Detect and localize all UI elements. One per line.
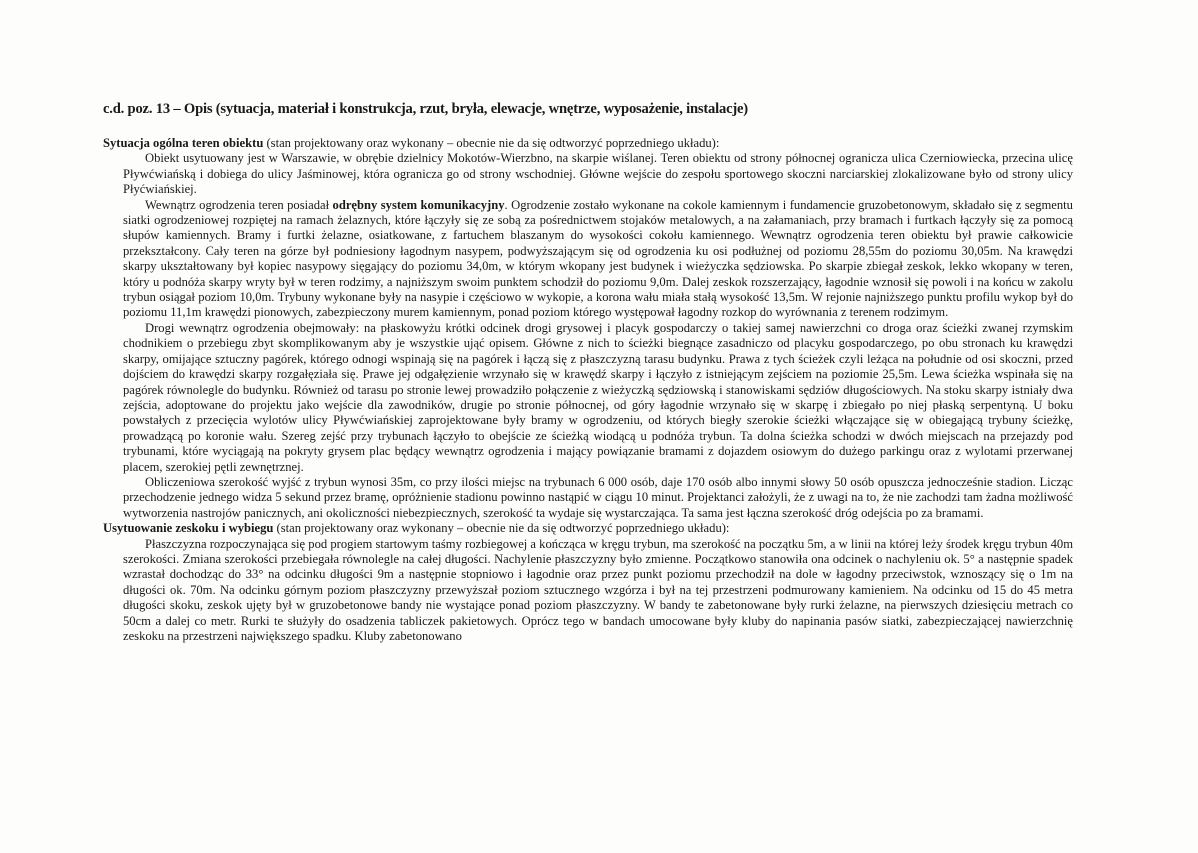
paragraph-communication-system (103, 198, 1073, 321)
paragraph-exit-capacity: Obliczeniowa szerokość wyjść z trybun wynosi 35m, co przy ilości miejsc na trybunach 6 000 osób, daje 170 osób albo innymi słowy 50 osób opuszcza jednocześnie stadion. Licząc przechodzenie jednego widza 5 sekund przez bramę, opróżnienie stadionu powinno nastąpić w ciągu 10 minut. Projektanci założyli, że z uwagi na to, że nie zachodzi tam żadna możliwość wytworzenia nastrojów panicznych, ani okoliczności niebezpiecznych, szerokość ta wydaje się wystarczająca. Ta sama jest łączna szerokość dróg odejścia po za bramami. (123, 474, 1073, 520)
paragraph-location: Obiekt usytuowany jest w Warszawie, w obrębie dzielnicy Mokotów-Wierzbno, na skarpie wiślanej. Teren obiektu od strony północnej ogranicza ulica Czerniowiecka, przecina ulicę Pływćwiańską i dobiega do ulicy Jaśminowej, która ogranicza go od strony wschodniej. Główne wejście do zespołu sportowego skoczni narciarskiej zlokalizowane było od strony ulicy Płyćwiańskiej. (123, 151, 1073, 197)
paragraph-text: Wewnątrz ogrodzenia teren posiadał (145, 197, 333, 212)
section-heading-bold: Usytuowanie zeskoku i wybiegu (103, 521, 274, 536)
paragraph-roads: Drogi wewnątrz ogrodzenia obejmowały: na płaskowyżu krótki odcinek drogi grysowej i placyk gospodarczy o takiej samej nawierzchni co droga oraz ścieżki zwanej rzymskim chodnikiem o przebiegu zbyt skomplikowanym aby je wszystkie ująć opisem. Główne z nich to ścieżki biegnące zasadniczo od placyku gospodarczego, po obu stronach ku krawędzi skarpy, omijające sztuczny pagórek, którego odnogi wspinają się na pagórek i łączą się z płaszczyzną tarasu budynku. Prawa z tych ścieżek czyli leżąca na południe od osi skoczni, przed dojściem do krawędzi skarpy rozgałęziała się. Prawe jej odgałęzienie wrzynało się w krawędź skarpy i łączyło z istniejącym zejściem na poziomie 25,5m. Lewa ścieżka wspinała się na pagórek równolegle do budynku. Również od tarasu po stronie lewej prowadziło połączenie z wieżyczką sędziowską i stanowiskami sędziów długościowych. Na stoku skarpy istniały dwa zejścia, adoptowane do projektu jako wejście dla zawodników, drugie po stronie północnej, od góry łagodnie wrzynało się w skarpę i zbiegało po niej płaską serpentyną. U boku powstałych z przecięcia wylotów ulicy Pływćwiańskiej zaprojektowane były bramy w ogrodzeniu, od których biegły szerokie ścieżki włączające się w obiegającą trybuny ścieżkę, prowadzącą po koronie wału. Szereg zejść przy trybunach łączyło to obejście ze ścieżką wiodącą u podnóża trybun. Ta dolna ścieżka schodzi w dwóch miejscach na przejazdy pod trybunami, które wyciągają na pokryty grysem plac będący wewnątrz ogrodzenia i mający powiązanie bramami z dojazdem osiowym do dużego parkingu oraz z wylotami przerwanej placem, szerokiej pętli zewnętrznej. (123, 320, 1073, 474)
page-title: c.d. poz. 13 – Opis (sytuacja, materiał i konstrukcja, rzut, bryła, elewacje, wnętrze, wyposażenie, instalacje) (103, 101, 748, 117)
paragraph-text: . Ogrodzenie zostało wykonane na cokole kamiennym i fundamencie gruzobetonowym, składało się z segmentu siatki ogrodzeniowej rozpiętej na ramach żelaznych, które łączyły się ze sobą za pośrednictwem stojaków metalowych, a na załamaniach, przy bramach i furtkach łączyły się za pomocą słupów kamiennych. Bramy i furtki żelazne, osiatkowane, z fartuchem blaszanym do wysokości cokołu kamiennego. Wewnątrz ogrodzenia teren obiektu był prawie całkowicie przekształcony. Cały teren na górze był podniesiony łagodnym nasypem, podwyższającym się od ogrodzenia ku osi podłużnej od poziomu 28,55m do poziomu 30,05m. Na krawędzi skarpy ukształtowany był kopiec nasypowy sięgający do poziomu 34,0m, w którym wkopany jest budynek i wieżyczka sędziowska. Po skarpie zbiegał zeskok, lekko wkopany w teren, który u podnóża skarpy wryty był w teren rodzimy, a najniższym swoim punktem schodził do poziomu 9,0m. Dalej zeskok rozszerzający, łagodnie wznosił się powoli i na końcu w zakolu trybun osiągał poziom 10,0m. Trybuny wykonane były na nasypie i częściowo w wykopie, a korona wału miała stałą wysokość 13,5m. W rejonie najniższego punktu profilu wykop był do poziomu 11,1m krawędzi pionowych, zabezpieczony murem kamiennym, ponad poziom którego występował łagodny rozkop do wyrównania z terenem rodzimym. (123, 197, 1073, 320)
section-landing-outrun (103, 521, 1073, 644)
paragraph-landing-slope: Płaszczyzna rozpoczynająca się pod progiem startowym taśmy rozbiegowej a kończąca w kręgu trybun, ma szerokość na początku 5m, a w linii na której leży środek kręgu trybun 40m szerokości. Zmiana szerokości przebiegała równolegle na całej długości. Nachylenie płaszczyzny było zmienne. Początkowo stanowiła ona odcinek o nachyleniu ok. 5° a następnie spadek wzrastał dochodząc do 33° na odcinku długości 9m a następnie stopniowo i łagodnie oraz przez punkt poziomu przechodził na dole w łagodny przeciwstok, wznoszący się o 1m na długości ok. 70m. Na odcinku górnym poziom płaszczyzny przewyższał poziom sztucznego wzgórza i był na tej przestrzeni podmurowany kamieniem. Na odcinku od 15 do 45 metra długości skoku, zeskok ujęty był w gruzobetonowe bandy nie wystające ponad poziom płaszczyzny. W bandy te zabetonowane były rurki żelazne, na pierwszych dziesięciu metrach co 50cm a dalej co metr. Rurki te służyły do osadzenia tabliczek pakietowych. Oprócz tego w bandach umocowane były kluby do napinania pasów siatki, zabezpieczającej nawierzchnię zeskoku na przestrzeni największego spadku. Kluby zabetonowano (123, 536, 1073, 643)
paragraph-bold-phrase: odrębny system komunikacyjny (332, 197, 505, 212)
section-heading (103, 521, 1073, 536)
section-heading-note: (stan projektowany oraz wykonany – obecnie nie da się odtworzyć poprzedniego układu): (273, 521, 730, 536)
section-heading-bold: Sytuacja ogólna teren obiektu (103, 136, 264, 150)
section-heading-note: (stan projektowany oraz wykonany – obecnie nie da się odtworzyć poprzedniego układu): (263, 136, 720, 150)
section-heading (103, 136, 1073, 151)
section-site-situation (103, 136, 1073, 521)
document-page (103, 101, 1073, 644)
